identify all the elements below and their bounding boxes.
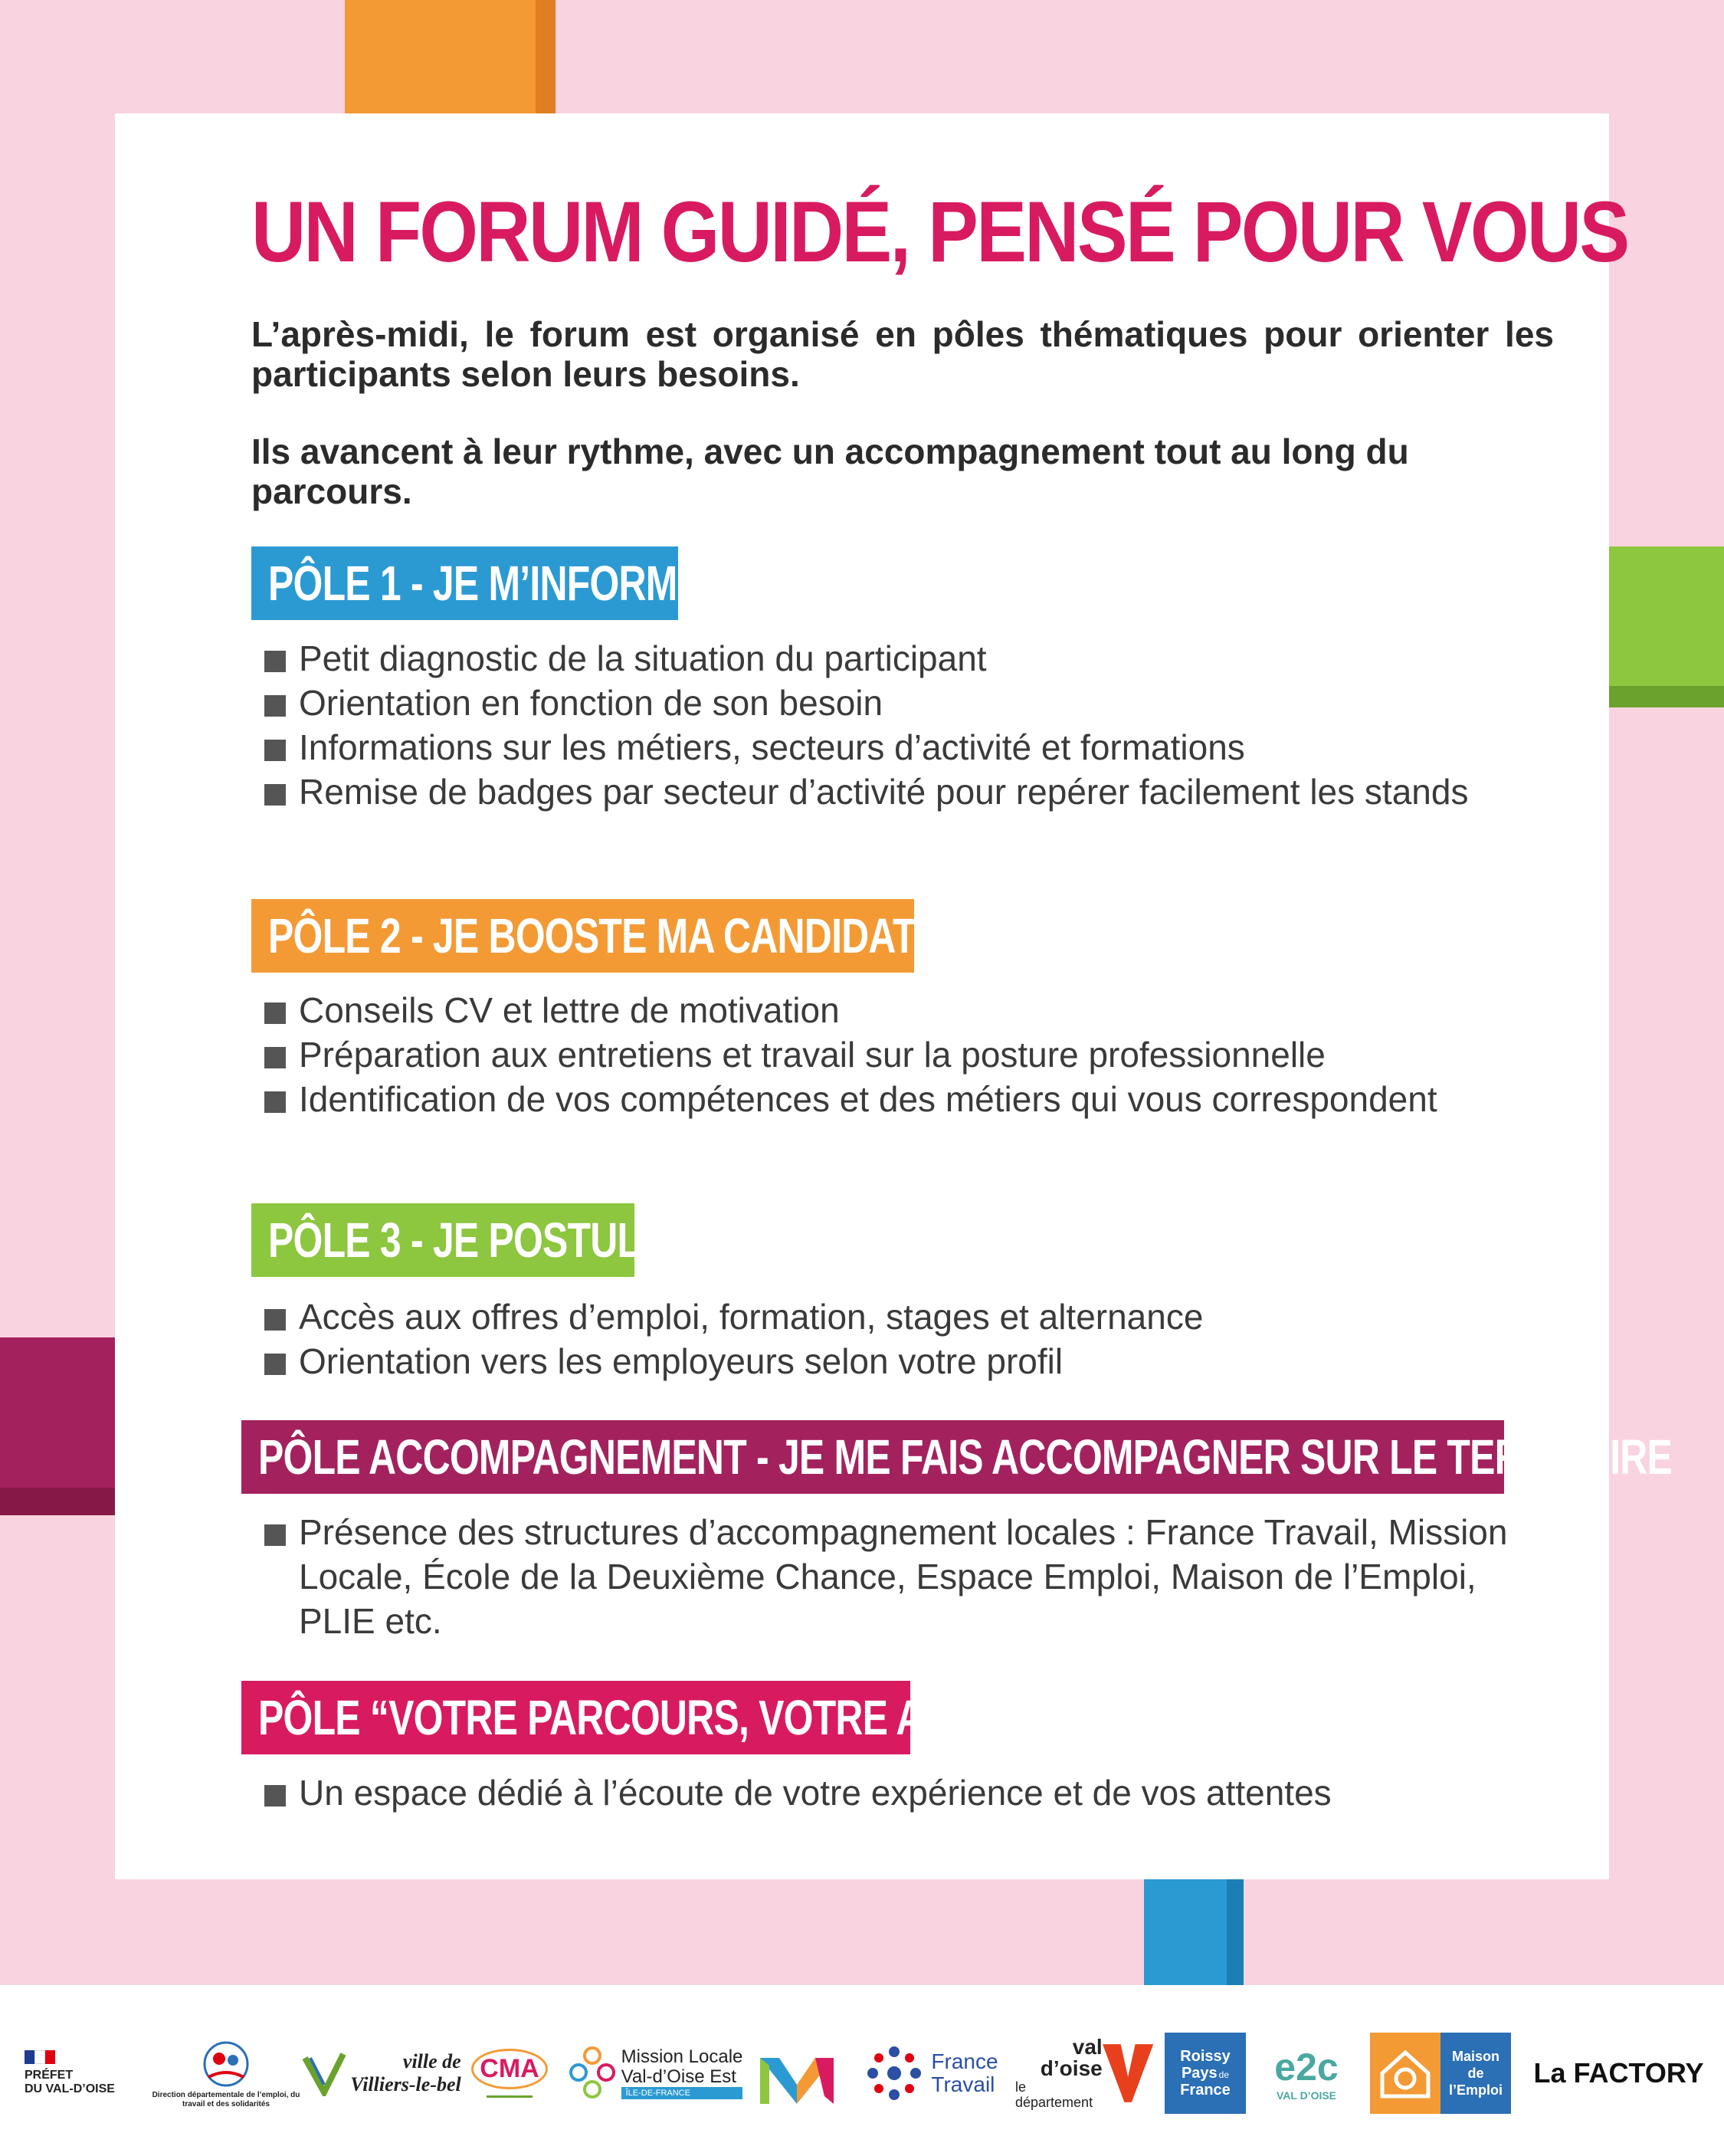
list-item: Identification de vos compétences et des métiers qui vous correspondent <box>264 1077 1529 1121</box>
ddets-emblem-icon <box>192 2037 261 2091</box>
val-oise-v-icon <box>1103 2043 1153 2104</box>
maison-emploi-text-2: de <box>1467 2066 1484 2081</box>
list-item: Accès aux offres d’emploi, formation, stages et alternance <box>264 1295 1529 1339</box>
france-travail-dots-icon <box>864 2043 925 2104</box>
roissy-text-3: de <box>1218 2069 1230 2080</box>
val-oise-text-1: val <box>1072 2035 1103 2059</box>
maison-emploi-text-1: Maison <box>1451 2049 1499 2064</box>
list-item: Informations sur les métiers, secteurs d’activité et formations <box>264 725 1529 770</box>
val-oise-logo <box>1015 2031 1153 2115</box>
villiers-logo-text-2: Villiers-le-bel <box>350 2073 461 2095</box>
pole-3-header <box>251 1203 665 1277</box>
mission-locale-text-3: ÎLE-DE-FRANCE <box>621 2087 743 2099</box>
intro-paragraph-2: Ils avancent à leur rythme, avec un accompagnement tout au long du parcours. <box>251 432 1409 511</box>
maison-emploi-logo <box>1368 2031 1513 2115</box>
ddets-logo-text: Direction départementale de l’emploi, du travail et des solidarités <box>152 2091 300 2108</box>
pole-2-header <box>251 899 995 973</box>
pole-1-header <box>251 546 703 620</box>
list-item: Remise de badges par secteur d’activité pour repérer facilement les stands <box>264 770 1529 814</box>
villiers-logo-text-1: ville de <box>402 2050 461 2072</box>
prefet-logo-text-2: DU VAL-D’OISE <box>25 2082 115 2095</box>
cma-logo <box>471 2031 548 2115</box>
la-factory-text: La FACTORY <box>1533 2057 1704 2089</box>
ddets-logo <box>149 2031 303 2115</box>
pole-3-label: PÔLE 3 - JE POSTULE <box>268 1213 665 1268</box>
mission-locale-text-1: Mission Locale <box>621 2046 743 2067</box>
partner-logos-footer <box>0 1985 1724 2156</box>
pole-accompagnement-label: PÔLE ACCOMPAGNEMENT - JE ME FAIS ACCOMPAGNER SUR LE TERRITOIRE <box>258 1429 1673 1485</box>
france-travail-logo <box>854 2031 1008 2115</box>
intro-paragraph-1: L’après-midi, le forum est organisé en pôles thématiques pour orienter les participants selon leurs besoins. <box>251 314 1554 394</box>
villiers-logo <box>299 2031 464 2115</box>
la-factory-logo <box>1529 2031 1709 2115</box>
e2c-logo <box>1264 2031 1349 2115</box>
mission-locale-logo <box>567 2031 743 2115</box>
prefet-logo <box>25 2031 124 2115</box>
list-item: Orientation en fonction de son besoin <box>264 681 1529 725</box>
mission-locale-text-2: Val-d’Oise Est <box>621 2066 736 2087</box>
pole-2-list <box>264 988 1529 1121</box>
pole-accompagnement-header <box>241 1420 1673 1494</box>
m-logo-icon <box>760 2043 834 2104</box>
pole-1-list <box>264 636 1529 814</box>
cma-logo-text: CMA <box>471 2049 547 2089</box>
list-item: Présence des structures d’accompagnement locales : France Travail, Mission Locale, École de la Deuxième Chance, Espace Emploi, Maison de l’Emploi, PLIE etc. <box>264 1510 1529 1643</box>
pole-1-label: PÔLE 1 - JE M’INFORME <box>268 556 703 611</box>
pole-avis-header <box>241 1681 999 1754</box>
decor-green-block <box>1609 546 1724 707</box>
roissy-text-1: Roissy <box>1180 2048 1231 2065</box>
e2c-text-2: VAL D’OISE <box>1276 2089 1337 2102</box>
pole-3-list <box>264 1295 1529 1383</box>
list-item: Conseils CV et lettre de motivation <box>264 988 1529 1032</box>
content-card <box>115 113 1673 1879</box>
pole-avis-list <box>264 1770 1529 1815</box>
pole-accompagnement-list <box>264 1510 1529 1643</box>
maison-emploi-text-3: l’Emploi <box>1448 2082 1503 2098</box>
list-item: Préparation aux entretiens et travail sur la posture professionnelle <box>264 1032 1529 1077</box>
france-travail-text-1: France <box>931 2049 998 2073</box>
villiers-v-icon <box>301 2050 347 2096</box>
roissy-text-4: France <box>1180 2082 1231 2099</box>
list-item: Un espace dédié à l’écoute de votre expérience et de vos attentes <box>264 1770 1529 1815</box>
prefet-logo-text-1: PRÉFET <box>25 2069 74 2082</box>
roissy-logo <box>1163 2031 1247 2115</box>
maison-emploi-house-icon <box>1370 2033 1440 2114</box>
e2c-text-1: e2c <box>1274 2046 1339 2089</box>
page-title: UN FORUM GUIDÉ, PENSÉ POUR VOUS <box>251 184 1628 280</box>
flag-icon <box>25 2050 55 2064</box>
decor-blue-block <box>1144 1870 1244 1985</box>
pole-avis-label: PÔLE “VOTRE PARCOURS, VOTRE AVIS” <box>258 1690 999 1745</box>
decor-magenta-block <box>0 1337 115 1515</box>
val-oise-text-2: d’oise <box>1040 2056 1103 2080</box>
val-oise-text-3: le département <box>1015 2079 1093 2110</box>
pole-2-label: PÔLE 2 - JE BOOSTE MA CANDIDATURE <box>268 908 995 963</box>
roissy-text-2: Pays <box>1181 2065 1218 2082</box>
france-travail-text-2: Travail <box>931 2072 995 2096</box>
mission-locale-circles-icon <box>568 2045 617 2102</box>
decor-orange-block <box>345 0 556 113</box>
list-item: Orientation vers les employeurs selon votre profil <box>264 1339 1529 1383</box>
list-item: Petit diagnostic de la situation du participant <box>264 636 1529 681</box>
m-logo <box>759 2031 835 2115</box>
